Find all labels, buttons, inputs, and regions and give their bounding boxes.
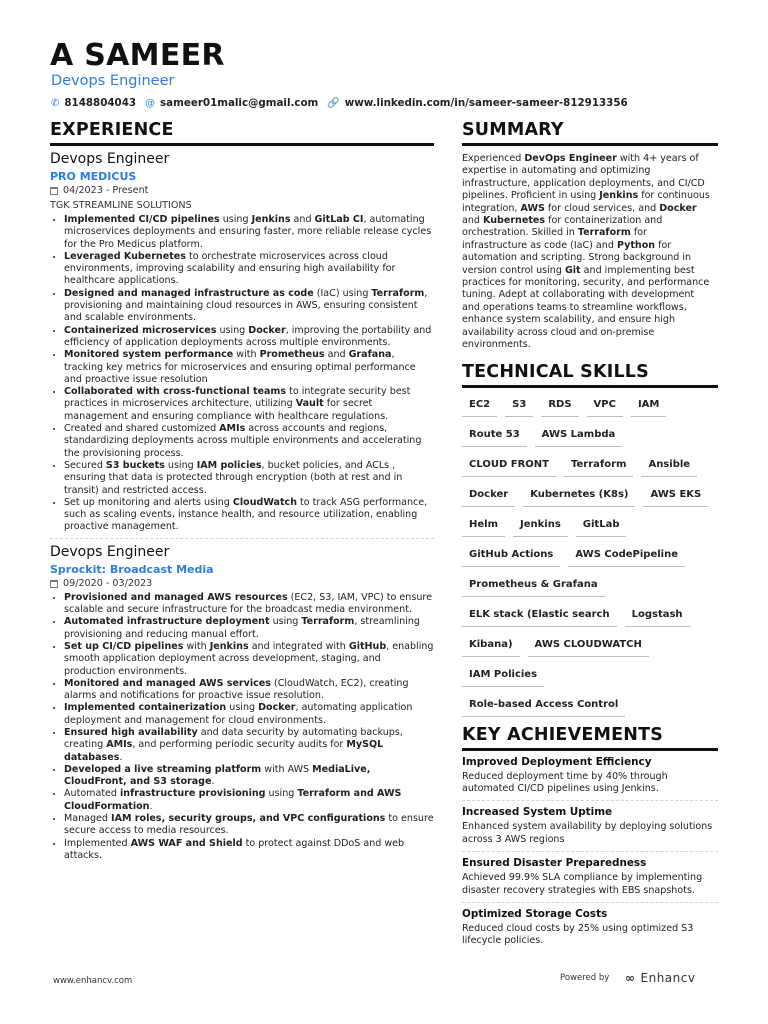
text: using [216, 324, 249, 336]
achievement-desc: Reduced deployment time by 40% through automated CI/CD pipelines using Jenkins. [462, 770, 668, 794]
skill-tag: Logstash [625, 605, 690, 627]
phone-icon: ✆ [51, 97, 60, 109]
text: with [233, 349, 260, 361]
bold-text: Git [564, 264, 581, 276]
bold-text: MySQL databases [64, 739, 384, 763]
job-dates [50, 577, 434, 591]
text: across accounts and regions, standardizing deployments across multiple environments and accelerating the provisioning process. [64, 423, 422, 459]
skill-tag: AWS CodePipeline [568, 545, 685, 567]
bold-text: Docker [659, 202, 697, 214]
bullet-item [64, 764, 434, 789]
job-role: Devops Engineer [50, 543, 170, 560]
bold-text: Containerized microservices [64, 324, 217, 336]
text: and data security by automating backups, creating [64, 726, 403, 751]
footer-brand-text: Enhancv [640, 971, 696, 985]
skills-heading: TECHNICAL SKILLS [462, 362, 718, 388]
bold-text: Monitored and managed AWS services [64, 677, 271, 689]
skill-tag: IAM [631, 395, 666, 417]
bullet-item [64, 325, 434, 350]
skill-tag: Helm [462, 515, 505, 537]
text: using [265, 788, 298, 800]
skill-tag: Kubernetes (K8s) [523, 485, 635, 507]
skill-tag: S3 [505, 395, 533, 417]
text: for automation and scripting. Strong background in version control using [462, 239, 692, 276]
text: , and performing periodic security audits for [132, 739, 347, 751]
linkedin-text: www.linkedin.com/in/sameer-sameer-812913356 [344, 97, 628, 109]
skill-tag: IAM Policies [462, 665, 544, 687]
skill-tag: AWS CLOUDWATCH [528, 635, 649, 657]
bullet-item [64, 592, 434, 617]
candidate-title: Devops Engineer [51, 73, 175, 89]
bullet-item [64, 497, 434, 534]
summary-heading: SUMMARY [462, 120, 718, 146]
skill-row [462, 481, 718, 511]
achievements-heading: KEY ACHIEVEMENTS [462, 725, 718, 751]
bold-text: Implemented CI/CD pipelines [64, 214, 220, 225]
bold-text: Jenkins [599, 190, 639, 202]
text: Managed [64, 813, 112, 825]
skill-tag: Prometheus & Grafana [462, 575, 605, 597]
bullet-item [64, 288, 434, 325]
skill-tag: VPC [587, 395, 623, 417]
skill-tag: RDS [541, 395, 578, 417]
bullet-item [64, 423, 434, 460]
left-column [50, 120, 434, 862]
text: , streamlining provisioning and reducing manual effort. [64, 616, 420, 640]
achievements-list [462, 751, 718, 953]
skill-tag: AWS EKS [643, 485, 708, 507]
text: Created and shared customized [64, 423, 220, 435]
achievement-item [462, 751, 718, 802]
skill-tag: Ansible [641, 455, 697, 477]
bold-text: Leveraged Kubernetes [64, 250, 186, 262]
bold-text: Kubernetes [483, 215, 546, 227]
enhancv-logo-icon: ∞ [625, 971, 636, 985]
text: to protect against DDoS and web attacks. [64, 837, 405, 861]
contact-linkedin[interactable] [327, 97, 627, 109]
text: for containerization and orchestration. Skilled in [462, 215, 663, 239]
text: , enabling smooth application deployment across development, staging, and production environments. [64, 640, 434, 677]
bold-text: MediaLive, CloudFront, and S3 storage [64, 763, 371, 788]
footer-brand[interactable] [625, 971, 695, 985]
bold-text: IAM policies [196, 459, 262, 471]
bullet-item [64, 386, 434, 423]
text: and [290, 214, 315, 225]
job-bullets [50, 592, 434, 863]
text: Secured [64, 459, 106, 471]
text: , improving the portability and efficiency of application deployments across multiple environments. [64, 324, 432, 348]
bold-text: Provisioned and managed AWS resources [64, 591, 288, 603]
bold-text: Docker [248, 324, 286, 336]
bold-text: Jenkins [209, 640, 249, 652]
bold-text: Python [616, 239, 656, 251]
bold-text: AMIs [106, 739, 133, 751]
text: for continuous integration, [462, 190, 710, 214]
text: and implementing best practices for monitoring, security, and performance tuning. Adept at collaborating with development and operations teams to streamline workflows, enhance system scalability, and ensure high availability across cloud and on-premise environments. [462, 264, 710, 351]
skill-tag: AWS Lambda [535, 425, 623, 447]
skill-row [462, 661, 718, 691]
text: and [324, 349, 349, 361]
skill-row [462, 631, 718, 661]
bold-text: AWS [520, 202, 545, 214]
contact-email[interactable] [145, 97, 318, 109]
contact-bar [51, 97, 637, 109]
text: with 4+ years of expertise in automating and optimizing infrastructure, application deployments, and CI/CD pipelines. Proficient in using [462, 153, 705, 202]
experience-list [50, 150, 434, 862]
job-company: Sprockit: Broadcast Media [50, 562, 214, 576]
bold-text: Terraform [301, 616, 355, 628]
skill-tag: Terraform [564, 455, 633, 477]
skill-tag: Route 53 [462, 425, 527, 447]
skill-row [462, 601, 718, 631]
text: using [226, 702, 259, 714]
achievement-title: Increased System Uptime [462, 806, 613, 819]
text: . [119, 751, 123, 763]
job-organization: TGK STREAMLINE SOLUTIONS [50, 200, 192, 211]
text: , bucket policies, and ACLs , ensuring that data is protected through encryption (both at rest and in transit) and restricted access. [64, 459, 403, 496]
bullet-item [64, 251, 434, 288]
skill-row [462, 511, 718, 541]
text: (IaC) using [313, 287, 372, 299]
skill-tag: GitHub Actions [462, 545, 560, 567]
skill-row [462, 571, 718, 601]
bullet-item [64, 214, 434, 251]
summary-text [462, 153, 718, 352]
skill-row [462, 691, 718, 721]
bullet-item [64, 788, 434, 813]
text: . [211, 776, 215, 788]
achievement-item [462, 903, 718, 953]
calendar-icon [50, 187, 58, 195]
text: with AWS [261, 763, 313, 775]
job-entry [50, 543, 434, 863]
bold-text: Collaborated with cross-functional teams [64, 386, 287, 398]
skill-row [462, 421, 718, 451]
text: Set up monitoring and alerts using [64, 496, 233, 508]
bold-text: Terraform and AWS CloudFormation [64, 788, 402, 812]
skill-tag: ELK stack (Elastic search [462, 605, 617, 627]
bold-text: Monitored system performance [64, 349, 234, 361]
skill-tag: Kibana) [462, 635, 520, 657]
bullet-item [64, 813, 434, 838]
contact-phone[interactable] [51, 97, 136, 109]
achievement-title: Improved Deployment Efficiency [462, 755, 652, 768]
skills-list [462, 391, 718, 721]
bold-text: Prometheus [259, 349, 325, 361]
bullet-item [64, 460, 434, 497]
bold-text: GitHub [348, 640, 387, 652]
bold-text: GitLab CI [314, 214, 364, 225]
candidate-name: A SAMEER [50, 38, 225, 73]
skill-tag: CLOUD FRONT [462, 455, 556, 477]
text: using [219, 214, 252, 225]
phone-text: 8148804043 [64, 97, 137, 109]
text: (EC2, S3, IAM, VPC) to ensure scalable and secure infrastructure for the broadcast media environment. [64, 591, 432, 616]
job-dates [50, 184, 434, 198]
text: with [183, 640, 210, 652]
bold-text: Developed a live streaming platform [64, 763, 262, 775]
at-icon: @ [145, 97, 156, 109]
text: for secret management and ensuring compliance with healthcare regulations. [64, 398, 389, 422]
text: , tracking key metrics for microservices and ensuring optimal performance and proactive issue resolution [64, 349, 416, 385]
text: and integrated with [248, 640, 349, 652]
achievement-desc: Enhanced system availability by deploying solutions across 3 AWS regions [462, 821, 713, 845]
text: to track ASG performance, such as scaling events, instance health, and resource utilization, enabling proactive management. [64, 496, 428, 533]
job-company: PRO MEDICUS [50, 170, 137, 183]
calendar-icon [50, 580, 58, 588]
job-dates-text: 04/2023 - Present [63, 185, 149, 196]
text: Implemented [64, 837, 131, 849]
job-entry [50, 150, 434, 534]
achievement-item [462, 801, 718, 852]
skill-row [462, 451, 718, 481]
text: to ensure secure access to media resources. [64, 813, 434, 837]
skill-tag: Role-based Access Control [462, 695, 625, 717]
bullet-item [64, 727, 434, 764]
text: using [269, 616, 302, 628]
text: Automated [64, 788, 121, 800]
right-column [462, 120, 718, 953]
text: , automating microservices deployments and ensuring faster, more reliable release cycles for the Pro Medicus platform. [64, 214, 432, 250]
bold-text: AMIs [219, 423, 246, 435]
bold-text: Grafana [348, 349, 392, 361]
bullet-item [64, 349, 434, 386]
bold-text: infrastructure provisioning [120, 788, 266, 800]
bold-text: Designed and managed infrastructure as code [64, 287, 314, 299]
achievement-item [462, 852, 718, 903]
bold-text: IAM roles, security groups, and VPC configurations [111, 813, 386, 825]
bullet-item [64, 678, 434, 703]
achievement-desc: Reduced cloud costs by 25% using optimized S3 lifecycle policies. [462, 922, 694, 947]
skill-tag: EC2 [462, 395, 497, 417]
bold-text: Implemented containerization [64, 702, 227, 714]
text: for infrastructure as code (IaC) and [462, 227, 647, 251]
job-divider [50, 538, 434, 539]
skill-tag: GitLab [576, 515, 627, 537]
achievement-desc: Achieved 99.9% SLA compliance by implementing disaster recovery strategies with EBS snapshots. [462, 872, 703, 896]
job-bullets [50, 214, 434, 534]
bullet-item [64, 616, 434, 641]
bold-text: S3 buckets [105, 459, 165, 471]
bold-text: AWS WAF and Shield [130, 837, 243, 849]
bold-text: Docker [258, 702, 296, 714]
bold-text: Terraform [577, 227, 631, 239]
email-text: sameer01malic@gmail.com [160, 97, 319, 109]
experience-heading: EXPERIENCE [50, 120, 434, 146]
text: using [164, 459, 197, 471]
text: to orchestrate microservices across cloud environments, improving scalability and ensuring high availability for healthcare applications. [64, 250, 396, 287]
bold-text: Jenkins [251, 214, 291, 225]
skill-tag: Jenkins [513, 515, 568, 537]
bold-text: CloudWatch [232, 496, 298, 508]
text: , automating application deployment and management for cloud environments. [64, 702, 413, 726]
skill-row [462, 391, 718, 421]
bullet-item [64, 838, 434, 863]
job-role: Devops Engineer [50, 151, 170, 167]
achievement-title: Ensured Disaster Preparedness [462, 857, 647, 870]
job-dates-text: 09/2020 - 03/2023 [63, 577, 153, 589]
text: Experienced [462, 153, 525, 164]
bold-text: DevOps Engineer [524, 153, 617, 164]
bullet-item [64, 641, 434, 678]
text: (CloudWatch, EC2), creating alarms and notifications for proactive issue resolution. [64, 677, 409, 702]
bullet-item [64, 702, 434, 727]
bold-text: Vault [295, 398, 324, 410]
bold-text: Automated infrastructure deployment [64, 616, 270, 628]
text: and [462, 215, 483, 227]
achievement-title: Optimized Storage Costs [462, 907, 608, 920]
footer-powered-by: Powered by [560, 973, 610, 983]
skill-row [462, 541, 718, 571]
text: , provisioning and maintaining cloud resources in AWS, ensuring consistent and scalable environments. [64, 287, 428, 324]
bold-text: Terraform [371, 287, 425, 299]
text: to integrate security best practices in microservices architecture, utilizing [64, 386, 411, 410]
text: . [149, 800, 153, 812]
skill-tag: Docker [462, 485, 515, 507]
link-icon: 🔗 [327, 97, 340, 109]
text: for cloud services, and [544, 202, 660, 214]
bold-text: Ensured high availability [64, 726, 198, 738]
bold-text: Set up CI/CD pipelines [64, 640, 184, 652]
footer-url[interactable]: www.enhancv.com [53, 976, 133, 986]
